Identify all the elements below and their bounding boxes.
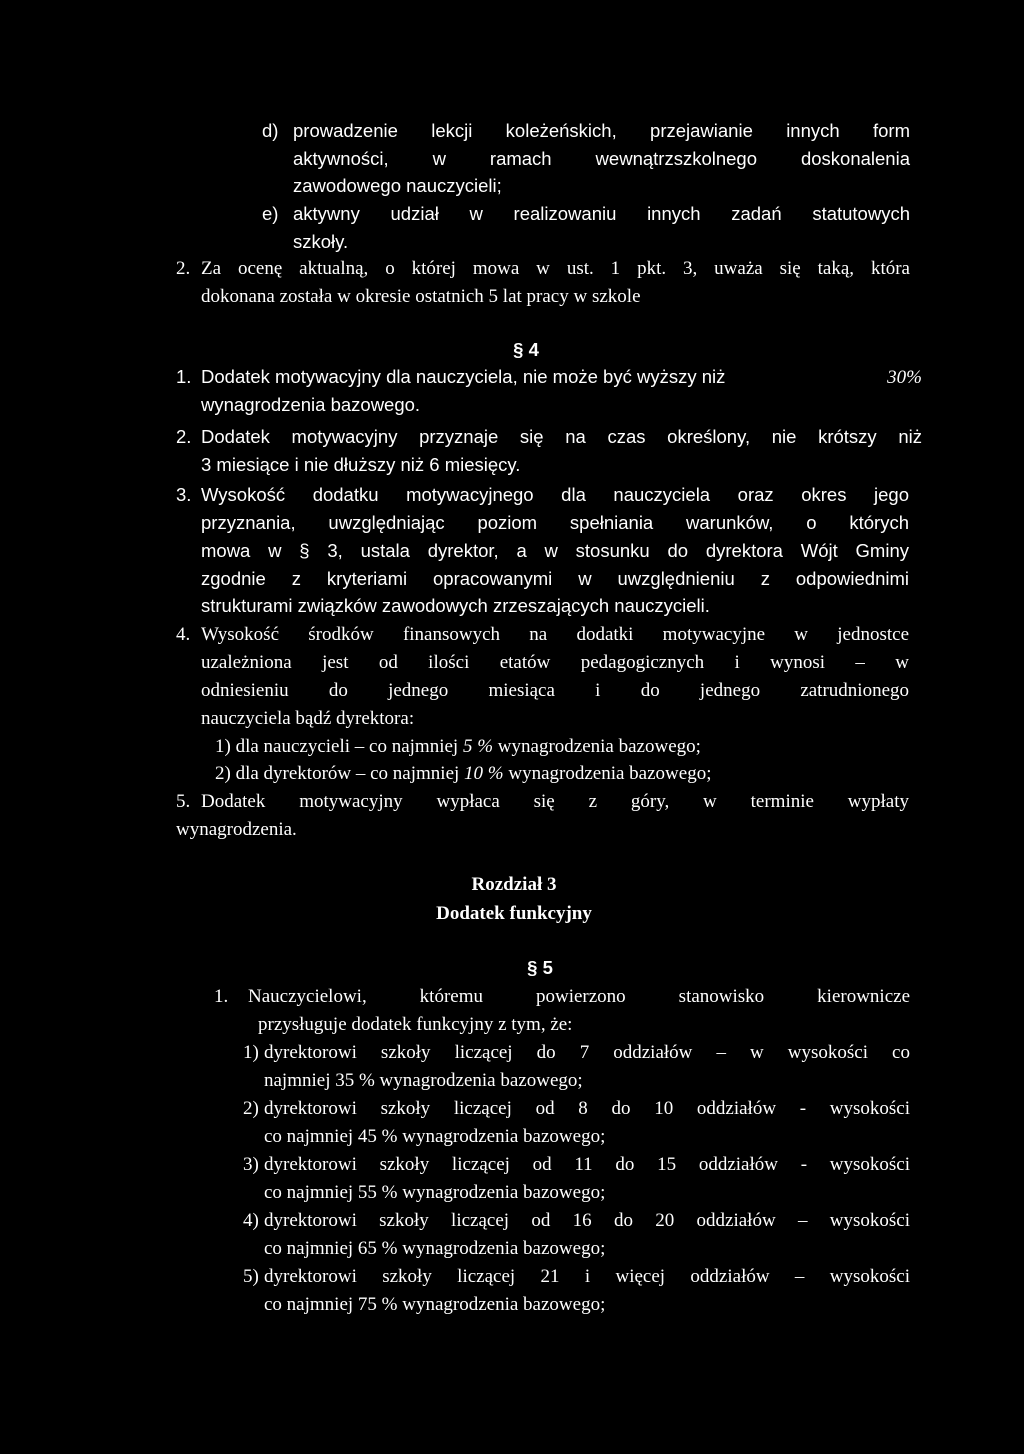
item-d-line-2: aktywności, w ramach wewnątrzszkolnego doskonalenia [293, 148, 910, 169]
s5-item-4-line-2: co najmniej 65 % wynagrodzenia bazowego; [264, 1238, 606, 1259]
s5-item-5-line-2: co najmniej 75 % wynagrodzenia bazowego; [264, 1294, 606, 1315]
s4-p2-number: 2. [176, 426, 192, 447]
s5-item-1-line-1: dyrektorowi szkoły liczącej do 7 oddziałów – w wysokości co [264, 1042, 910, 1063]
s5-p1-line-1: Nauczycielowi, któremu powierzono stanowisko kierownicze [248, 986, 910, 1007]
s4-p1-line-1 [201, 368, 922, 387]
s5-item-2-number: 2) [243, 1098, 259, 1119]
s4-p4-line-2: uzależniona jest od ilości etatów pedagogicznych i wynosi – w [201, 652, 909, 673]
s5-item-1-line-2: najmniej 35 % wynagrodzenia bazowego; [264, 1070, 583, 1091]
s4-p5-line-1: Dodatek motywacyjny wypłaca się z góry, w terminie wypłaty [201, 791, 909, 812]
s4-p4-item-2-tail: wynagrodzenia bazowego; [508, 763, 712, 784]
s4-p3-number: 3. [176, 484, 192, 505]
s4-p2-line-2: 3 miesiące i nie dłuższy niż 6 miesięcy. [201, 454, 521, 475]
section-4-heading: § 4 [513, 339, 539, 360]
s4-p4-item-2-number: 2) [215, 763, 231, 784]
s4-p4-item-2-text: dla dyrektorów – co najmniej [235, 763, 460, 784]
s4-p3-line-1: Wysokość dodatku motywacyjnego dla nauczyciela oraz okres jego [201, 484, 909, 505]
s5-item-2-line-1: dyrektorowi szkoły liczącej od 8 do 10 oddziałów - wysokości [264, 1098, 910, 1119]
s4-p3-line-5: strukturami związków zawodowych zrzeszających nauczycieli. [201, 595, 710, 616]
s4-p4-item-1-percent: 5 % [462, 736, 494, 757]
item-e-marker: e) [262, 203, 279, 224]
chapter-title: Rozdział 3 [471, 874, 557, 895]
s5-item-4-line-1: dyrektorowi szkoły liczącej od 16 do 20 oddziałów – wysokości [264, 1210, 910, 1231]
s5-item-3-line-2: co najmniej 55 % wynagrodzenia bazowego; [264, 1182, 606, 1203]
item-d-marker: d) [262, 120, 279, 141]
s4-p5-number: 5. [176, 791, 191, 812]
s4-p3-line-2: przyznania, uwzględniając poziom spełniania warunków, o których [201, 512, 909, 533]
s5-p1-number: 1. [214, 986, 229, 1007]
s5-item-4-number: 4) [243, 1210, 259, 1231]
chapter-subtitle: Dodatek funkcyjny [436, 903, 592, 924]
s4-p4-item-1 [215, 737, 701, 756]
item-d-line-1: prowadzenie lekcji koleżeńskich, przejawianie innych form [293, 120, 910, 141]
section-5-heading: § 5 [527, 957, 553, 978]
s4-p1-text: Dodatek motywacyjny dla nauczyciela, nie może być wyższy niż [201, 366, 726, 387]
s4-p4-item-1-text: dla nauczycieli – co najmniej [235, 736, 459, 757]
s3-p2-number: 2. [176, 258, 191, 279]
s4-p4-item-2 [215, 764, 711, 783]
s5-item-3-number: 3) [243, 1154, 259, 1175]
s4-p4-line-3: odniesieniu do jednego miesiąca i do jednego zatrudnionego [201, 680, 909, 701]
s5-item-5-line-1: dyrektorowi szkoły liczącej 21 i więcej oddziałów – wysokości [264, 1266, 910, 1287]
s3-p2-line-2: dokonana została w okresie ostatnich 5 lat pracy w szkole [201, 286, 641, 307]
item-e-line-1: aktywny udział w realizowaniu innych zadań statutowych [293, 203, 910, 224]
s4-p1-line-2: wynagrodzenia bazowego. [201, 394, 421, 415]
s4-p3-line-4: zgodnie z kryteriami opracowanymi w uwzględnieniu z odpowiednimi [201, 568, 909, 589]
s5-item-1-number: 1) [243, 1042, 259, 1063]
s4-p3-line-3: mowa w § 3, ustala dyrektor, a w stosunku do dyrektora Wójt Gminy [201, 540, 909, 561]
s4-p4-item-2-percent: 10 % [464, 763, 504, 784]
s3-p2-line-1: Za ocenę aktualną, o której mowa w ust. 1 pkt. 3, uważa się taką, która [201, 258, 910, 279]
s4-p4-number: 4. [176, 624, 191, 645]
s4-p2-line-1: Dodatek motywacyjny przyznaje się na czas określony, nie krótszy niż [201, 426, 922, 447]
s4-p1-percent: 30% [887, 367, 922, 388]
s5-p1-line-2: przysługuje dodatek funkcyjny z tym, że: [258, 1014, 573, 1035]
s4-p5-line-2: wynagrodzenia. [176, 819, 297, 840]
item-e-line-2: szkoły. [293, 231, 349, 252]
s4-p4-item-1-tail: wynagrodzenia bazowego; [497, 736, 701, 757]
s5-item-3-line-1: dyrektorowi szkoły liczącej od 11 do 15 oddziałów - wysokości [264, 1154, 910, 1175]
s5-item-2-line-2: co najmniej 45 % wynagrodzenia bazowego; [264, 1126, 606, 1147]
s5-item-5-number: 5) [243, 1266, 259, 1287]
s4-p4-line-4: nauczyciela bądź dyrektora: [201, 708, 415, 729]
s4-p4-item-1-number: 1) [215, 736, 231, 757]
s4-p1-number: 1. [176, 366, 192, 387]
s4-p4-line-1: Wysokość środków finansowych na dodatki motywacyjne w jednostce [201, 624, 909, 645]
item-d-line-3: zawodowego nauczycieli; [293, 175, 502, 196]
